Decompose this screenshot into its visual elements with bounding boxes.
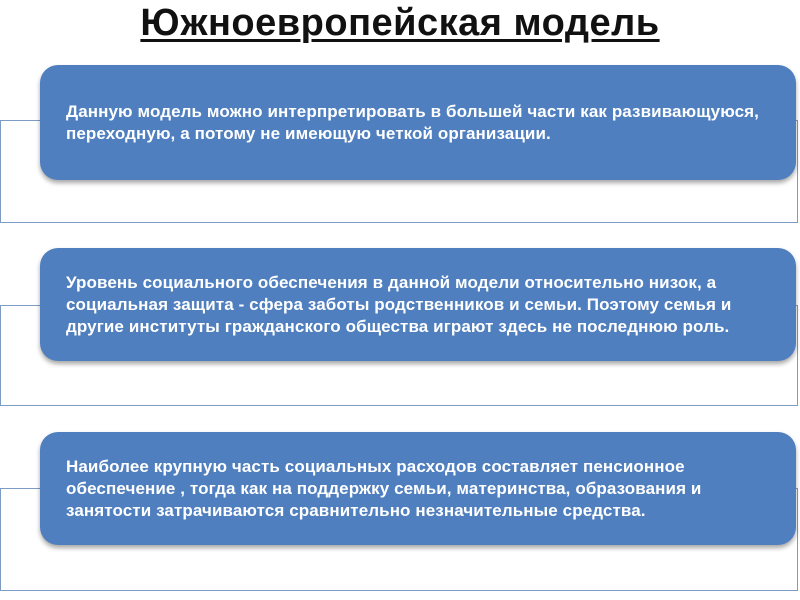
info-card-2 (40, 248, 796, 361)
info-card-1-text: Данную модель можно интерпретировать в большей части как развивающуюся, переходную, а потому не имеющую четкой организации. (66, 101, 760, 143)
info-card-3 (40, 432, 796, 545)
info-card-3-text: Наиболее крупную часть социальных расходов составляет пенсионное обеспечение , тогда как на поддержку семьи, материнства, образования и занятости затрачиваются сравнительно незначительные средства. (66, 456, 702, 520)
page-title: Южноевропейская модель (140, 2, 660, 44)
info-card-2-text: Уровень социального обеспечения в данной модели относительно низок, а социальная защита - сфера заботы родственников и семьи. Поэтому семья и другие институты гражданского общества играют здесь не последнюю роль. (66, 272, 732, 336)
info-card-1 (40, 65, 796, 180)
